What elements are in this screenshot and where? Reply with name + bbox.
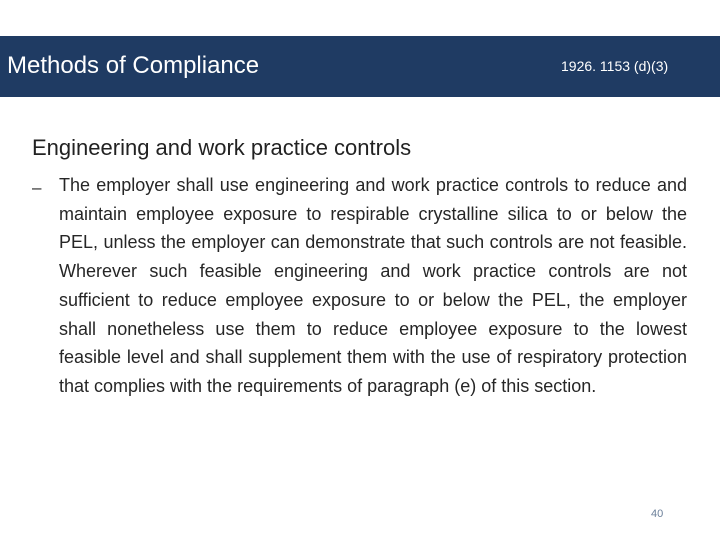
bullet-dash: – <box>32 178 42 197</box>
slide-header <box>0 36 720 97</box>
regulation-reference: 1926. 1153 (d)(3) <box>561 58 669 74</box>
section-heading: Engineering and work practice controls <box>32 135 412 160</box>
slide-title: Methods of Compliance <box>7 52 260 79</box>
body-paragraph: The employer shall use engineering and work practice controls to reduce and maintain employee exposure to respirable crystalline silica to or below the PEL, unless the employer can demonstrate that such controls are not feasible. Wherever such feasible engineering and work practice controls are not sufficient to reduce employee exposure to or below the PEL, the employer shall nonetheless use them to reduce employee exposure to the lowest feasible level and shall supplement them with the use of respiratory protection that complies with the requirements of paragraph (e) of this section. <box>59 175 687 396</box>
page-number: 40 <box>651 508 664 520</box>
